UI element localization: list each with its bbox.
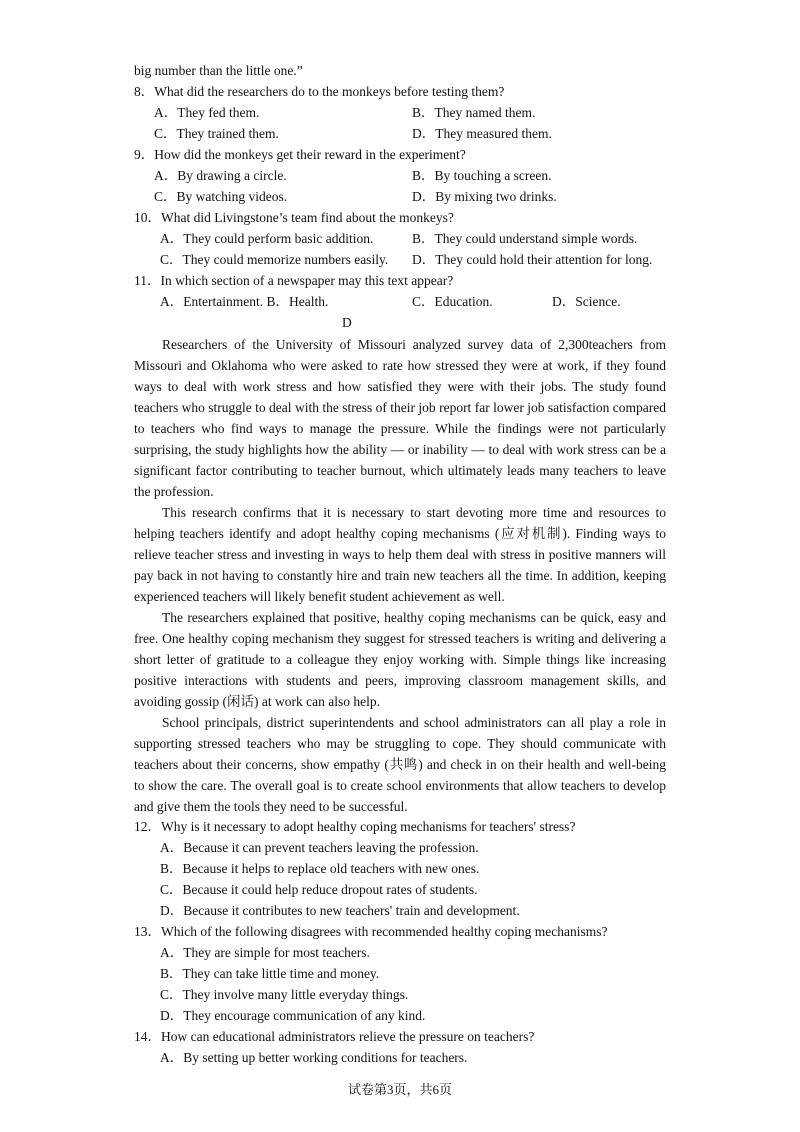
- question-8-option-c: C．They trained them.: [154, 126, 279, 141]
- question-13-option-c: C．They involve many little everyday things.: [160, 987, 409, 1002]
- question-10-option-d: D．They could hold their attention for long.: [412, 252, 653, 267]
- passage-d-paragraph-1: Researchers of the University of Missouri analyzed survey data of 2,300teachers from Missouri and Oklahoma who were asked to rate how stressed they were at work, if they found ways to deal with work stress and how satisfied they were with their jobs. The study found teachers who struggle to deal with the stress of their job report far lower job satisfaction compared to teachers who find ways to manage the pressure. While the findings were not particularly surprising, the study highlights how the ability — or inability — to deal with work stress can be a significant factor contributing to teacher burnout, which ultimately leads many teachers to leave the profession.: [134, 337, 666, 499]
- question-14-option-a: A．By setting up better working conditions for teachers.: [160, 1050, 468, 1065]
- passage-d: [134, 334, 666, 817]
- question-12-option-c: C．Because it could help reduce dropout rates of students.: [160, 882, 478, 897]
- passage-d-paragraph-2: This research confirms that it is necessary to start devoting more time and resources to helping teachers identify and adopt healthy coping mechanisms (应对机制). Finding ways to relieve teacher stress and investing in ways to help them deal with stress in positive manners will pay back in not having to constantly hire and train new teachers all the time. In addition, keeping experienced teachers will likely benefit student achievement as well.: [134, 505, 666, 604]
- question-10-option-b: B．They could understand simple words.: [412, 231, 638, 246]
- question-12-option-a: A．Because it can prevent teachers leaving the profession.: [160, 840, 479, 855]
- question-11-option-c: C．Education.: [412, 294, 493, 309]
- section-d-label: D: [342, 315, 352, 330]
- question-13-option-b: B．They can take little time and money.: [160, 966, 380, 981]
- question-10-option-c: C．They could memorize numbers easily.: [160, 252, 389, 267]
- question-9-stem: 9．How did the monkeys get their reward in the experiment?: [134, 147, 466, 162]
- question-13-option-d: D．They encourage communication of any kind.: [160, 1008, 426, 1023]
- question-12-stem: 12．Why is it necessary to adopt healthy coping mechanisms for teachers' stress?: [134, 819, 576, 834]
- question-8-option-d: D．They measured them.: [412, 126, 552, 141]
- passage-d-paragraph-4: School principals, district superintendents and school administrators can all play a role in supporting stressed teachers who may be struggling to cope. They should communicate with teachers about their concerns, show empathy (共鸣) and check in on their health and well-being to show the care. The overall goal is to create school environments that allow teachers to develop and give them the tools they need to be successful.: [134, 715, 666, 814]
- question-9-option-c: C．By watching videos.: [154, 189, 288, 204]
- question-14-stem: 14．How can educational administrators relieve the pressure on teachers?: [134, 1029, 535, 1044]
- question-11-options-a-b: A．Entertainment. B．Health.: [160, 294, 329, 309]
- page-footer: 试卷第3页，共6页: [347, 1082, 452, 1097]
- question-8-stem: 8．What did the researchers do to the monkeys before testing them?: [134, 84, 505, 99]
- question-12-option-d: D．Because it contributes to new teachers' train and development.: [160, 903, 520, 918]
- question-9-option-b: B．By touching a screen.: [412, 168, 552, 183]
- question-12-option-b: B．Because it helps to replace old teachers with new ones.: [160, 861, 480, 876]
- question-13-stem: 13．Which of the following disagrees with recommended healthy coping mechanisms?: [134, 924, 608, 939]
- question-11-option-d: D．Science.: [552, 294, 621, 309]
- question-9-option-d: D．By mixing two drinks.: [412, 189, 557, 204]
- question-10-option-a: A．They could perform basic addition.: [160, 231, 374, 246]
- question-10-stem: 10．What did Livingstone’s team find about the monkeys?: [134, 210, 454, 225]
- question-8-option-a: A．They fed them.: [154, 105, 260, 120]
- passage-d-paragraph-3: The researchers explained that positive, healthy coping mechanisms can be quick, easy and free. One healthy coping mechanism they suggest for stressed teachers is writing and delivering a short letter of gratitude to a colleague they enjoy working with. Simple things like increasing positive interactions with students and peers, improving classroom management skills, and avoiding gossip (闲话) at work can also help.: [134, 610, 666, 709]
- question-13-option-a: A．They are simple for most teachers.: [160, 945, 370, 960]
- passage-c-ending: big number than the little one.”: [134, 63, 303, 78]
- question-9-option-a: A．By drawing a circle.: [154, 168, 287, 183]
- question-8-option-b: B．They named them.: [412, 105, 536, 120]
- question-11-stem: 11．In which section of a newspaper may this text appear?: [134, 273, 454, 288]
